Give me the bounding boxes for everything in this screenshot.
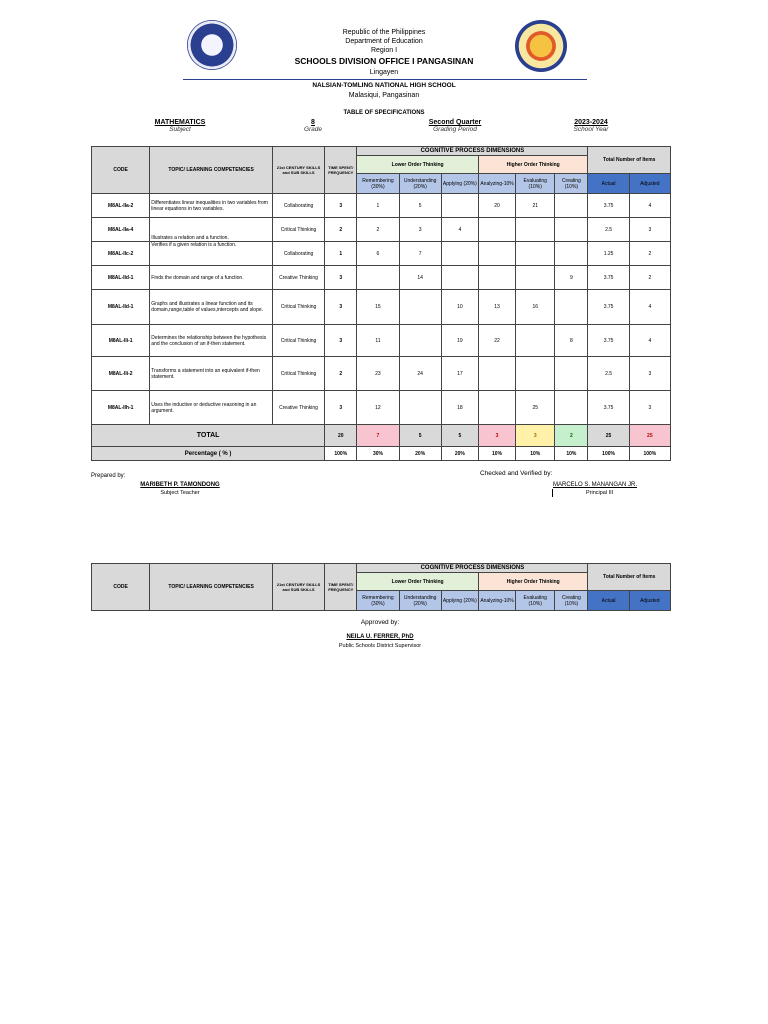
row-applying: 19 [441, 325, 478, 357]
row-topic: Graphs and illustrates a linear function and its domain,range,table of values,intercepts and slope. [150, 290, 273, 325]
row-analyzing [478, 391, 515, 425]
row-code: M8AL-IIi-1 [92, 325, 150, 357]
row-skill: Collaborating [272, 194, 324, 218]
specifications-table [91, 146, 671, 461]
header-school: NALSIAN-TOMLING NATIONAL HIGH SCHOOL [312, 82, 456, 89]
total-time: 20 [325, 425, 357, 447]
row-analyzing [478, 266, 515, 290]
row-adjusted: 4 [629, 325, 670, 357]
row-remembering: 11 [357, 325, 399, 357]
row-topic: Determines the relationship between the hypothesis and the conclusion of an if-then statement. [150, 325, 273, 357]
row-analyzing: 22 [478, 325, 515, 357]
row-evaluating: 21 [516, 194, 555, 218]
row-applying [441, 266, 478, 290]
header-applying: Applying (20%) [441, 591, 478, 611]
header-actual: Actual [588, 174, 629, 194]
header-topic: TOPIC/ LEARNING COMPETENCIES [150, 147, 273, 194]
percentage-evaluating: 10% [516, 447, 555, 461]
row-remembering: 12 [357, 391, 399, 425]
row-creating [555, 391, 588, 425]
row-actual: 3.75 [588, 266, 629, 290]
header-division: SCHOOLS DIVISION OFFICE I PANGASINAN [294, 56, 474, 66]
total-remembering: 7 [357, 425, 399, 447]
table-row [92, 391, 671, 425]
table-row [92, 325, 671, 357]
header-creating: Creating (10%) [555, 174, 588, 194]
row-creating [555, 242, 588, 266]
approved-by-label: Approved by: [360, 619, 400, 626]
header-lower-order: Lower Order Thinking [357, 573, 479, 591]
row-remembering: 1 [357, 194, 399, 218]
row-time: 1 [325, 242, 357, 266]
header-remembering: Remembering (30%) [357, 174, 399, 194]
row-skill: Critical Thinking [272, 357, 324, 391]
row-remembering: 2 [357, 218, 399, 242]
header-higher-order: Higher Order Thinking [478, 573, 588, 591]
row-understanding: 5 [399, 194, 441, 218]
percentage-row [92, 447, 671, 461]
row-skill: Critical Thinking [272, 325, 324, 357]
table-row [92, 266, 671, 290]
percentage-time: 100% [325, 447, 357, 461]
row-actual: 3.75 [588, 194, 629, 218]
row-skill: Critical Thinking [272, 290, 324, 325]
row-actual: 2.5 [588, 218, 629, 242]
row-remembering [357, 266, 399, 290]
row-actual: 3.75 [588, 290, 629, 325]
header-time: TIME SPENT/ FREQUENCY [325, 147, 357, 194]
percentage-understanding: 20% [399, 447, 441, 461]
row-understanding [399, 325, 441, 357]
row-evaluating [516, 325, 555, 357]
row-skill: Collaborating [272, 242, 324, 266]
year-value: 2023-2024 [574, 119, 608, 126]
row-evaluating [516, 357, 555, 391]
signature-mark [552, 489, 553, 497]
header-understanding: Understanding (20%) [399, 174, 441, 194]
header-analyzing: Analyzing-10% [478, 174, 515, 194]
row-code: M8AL-IIc-2 [92, 242, 150, 266]
total-evaluating: 3 [516, 425, 555, 447]
row-adjusted: 2 [629, 266, 670, 290]
row-remembering: 15 [357, 290, 399, 325]
prepared-by-name: MARIBETH P. TAMONDONG [140, 482, 220, 488]
header-republic: Republic of the Philippines [342, 29, 426, 36]
row-evaluating [516, 218, 555, 242]
row-analyzing [478, 242, 515, 266]
row-topic: Uses the inductive or deductive reasoning in an argument. [150, 391, 273, 425]
checked-by-name: MARCELO S. MANANGAN JR. [553, 482, 638, 488]
row-evaluating: 25 [516, 391, 555, 425]
row-topic: Verifies if a given relation is a function. [150, 242, 273, 266]
row-adjusted: 3 [629, 391, 670, 425]
row-adjusted: 4 [629, 194, 670, 218]
row-evaluating [516, 266, 555, 290]
row-understanding [399, 290, 441, 325]
total-understanding: 5 [399, 425, 441, 447]
row-creating: 9 [555, 266, 588, 290]
header-adjusted: Adjusted [629, 591, 670, 611]
table-row [92, 242, 671, 266]
row-creating: 8 [555, 325, 588, 357]
row-actual: 2.5 [588, 357, 629, 391]
header-code: CODE [92, 564, 150, 611]
table-row [92, 290, 671, 325]
row-code: M8AL-IIh-1 [92, 391, 150, 425]
approved-by-name: NEILA U. FERRER, PhD [346, 634, 414, 640]
header-evaluating: Evaluating (10%) [516, 591, 555, 611]
year-label: School Year [573, 126, 609, 133]
table-row [92, 357, 671, 391]
prepared-by-label: Prepared by: [91, 473, 126, 479]
header-cognitive: COGNITIVE PROCESS DIMENSIONS [357, 564, 588, 573]
row-understanding: 14 [399, 266, 441, 290]
total-analyzing: 3 [478, 425, 515, 447]
percentage-analyzing: 10% [478, 447, 515, 461]
row-understanding: 7 [399, 242, 441, 266]
row-remembering: 23 [357, 357, 399, 391]
header-region: Region I [370, 47, 398, 54]
header-adjusted: Adjusted [629, 174, 670, 194]
percentage-creating: 10% [555, 447, 588, 461]
subject-label: Subject [169, 126, 191, 133]
header-skills: 21st CENTURY SKILLS and SUB SKILLS [272, 147, 324, 194]
header-actual: Actual [588, 591, 629, 611]
row-adjusted: 2 [629, 242, 670, 266]
row-time: 3 [325, 325, 357, 357]
doc-title: TABLE OF SPECIFICATIONS [343, 110, 425, 116]
header-evaluating: Evaluating (10%) [516, 174, 555, 194]
row-skill: Critical Thinking [272, 218, 324, 242]
row-creating [555, 194, 588, 218]
row-evaluating: 16 [516, 290, 555, 325]
row-applying: 18 [441, 391, 478, 425]
row-creating [555, 357, 588, 391]
row-adjusted: 3 [629, 357, 670, 391]
header-remembering: Remembering (30%) [357, 591, 399, 611]
header-skills: 21st CENTURY SKILLS and SUB SKILLS [272, 564, 324, 611]
header-department: Department of Education [345, 38, 423, 45]
period-value: Second Quarter [428, 119, 482, 126]
header-cognitive: COGNITIVE PROCESS DIMENSIONS [357, 147, 588, 156]
row-applying: 4 [441, 218, 478, 242]
total-applying: 5 [441, 425, 478, 447]
checked-by-role: Principal III [586, 490, 614, 496]
approved-by-role: Public Schools District Supervisor [338, 643, 422, 649]
percentage-actual: 100% [588, 447, 629, 461]
percentage-adjusted: 100% [629, 447, 670, 461]
row-analyzing [478, 357, 515, 391]
row-code: M8AL-IId-1 [92, 266, 150, 290]
row-time: 2 [325, 357, 357, 391]
header-applying: Applying (20%) [441, 174, 478, 194]
row-topic: Illustrates a relation and a function. [150, 218, 273, 242]
grade-value: 8 [311, 119, 315, 126]
row-code: M8AL-IIi-2 [92, 357, 150, 391]
row-applying: 17 [441, 357, 478, 391]
header-total-items: Total Number of Items [588, 564, 671, 591]
total-row [92, 425, 671, 447]
row-actual: 1.25 [588, 242, 629, 266]
row-creating [555, 290, 588, 325]
row-code: M8AL-IIa-2 [92, 194, 150, 218]
row-applying: 10 [441, 290, 478, 325]
row-topic: Transforms a statement into an equivalent if-then statement. [150, 357, 273, 391]
row-skill: Creative Thinking [272, 266, 324, 290]
row-time: 3 [325, 194, 357, 218]
row-understanding [399, 391, 441, 425]
percentage-label: Percentage ( % ) [92, 447, 325, 461]
header-code: CODE [92, 147, 150, 194]
row-time: 3 [325, 391, 357, 425]
subject-value: MATHEMATICS [154, 119, 206, 126]
total-label: TOTAL [92, 425, 325, 447]
grade-label: Grade [303, 126, 323, 133]
row-adjusted: 3 [629, 218, 670, 242]
checked-by-label: Checked and Verified by: [480, 470, 553, 477]
table-row [92, 194, 671, 218]
row-analyzing: 13 [478, 290, 515, 325]
header-higher-order: Higher Order Thinking [478, 156, 588, 174]
row-actual: 3.75 [588, 325, 629, 357]
percentage-remembering: 30% [357, 447, 399, 461]
header-analyzing: Analyzing-10% [478, 591, 515, 611]
header-divider [183, 79, 587, 80]
total-creating: 2 [555, 425, 588, 447]
row-evaluating [516, 242, 555, 266]
header-lower-order: Lower Order Thinking [357, 156, 479, 174]
row-actual: 3.75 [588, 391, 629, 425]
header-topic: TOPIC/ LEARNING COMPETENCIES [150, 564, 273, 611]
row-understanding: 24 [399, 357, 441, 391]
row-time: 3 [325, 290, 357, 325]
row-time: 3 [325, 266, 357, 290]
row-code: M8AL-IIa-4 [92, 218, 150, 242]
row-applying [441, 194, 478, 218]
percentage-applying: 20% [441, 447, 478, 461]
header-creating: Creating (10%) [555, 591, 588, 611]
row-applying [441, 242, 478, 266]
row-creating [555, 218, 588, 242]
row-analyzing [478, 218, 515, 242]
row-analyzing: 20 [478, 194, 515, 218]
row-remembering: 6 [357, 242, 399, 266]
header-time: TIME SPENT/ FREQUENCY [325, 564, 357, 611]
table-row [92, 218, 671, 242]
total-adjusted: 25 [629, 425, 670, 447]
row-topic: Finds the domain and range of a function. [150, 266, 273, 290]
prepared-by-role: Subject Teacher [160, 490, 200, 496]
header-address: Malasiqui, Pangasinan [348, 92, 420, 99]
header-city: Lingayen [369, 69, 399, 76]
row-understanding: 3 [399, 218, 441, 242]
header-understanding: Understanding (20%) [399, 591, 441, 611]
header-total-items: Total Number of Items [588, 147, 671, 174]
specifications-table-header-repeat [91, 563, 671, 611]
period-label: Grading Period [433, 126, 477, 133]
row-topic: Differentiates linear inequalities in two variables from linear equations in two variables. [150, 194, 273, 218]
total-actual: 25 [588, 425, 629, 447]
row-code: M8AL-IId-1 [92, 290, 150, 325]
row-adjusted: 4 [629, 290, 670, 325]
row-skill: Creative Thinking [272, 391, 324, 425]
row-time: 2 [325, 218, 357, 242]
